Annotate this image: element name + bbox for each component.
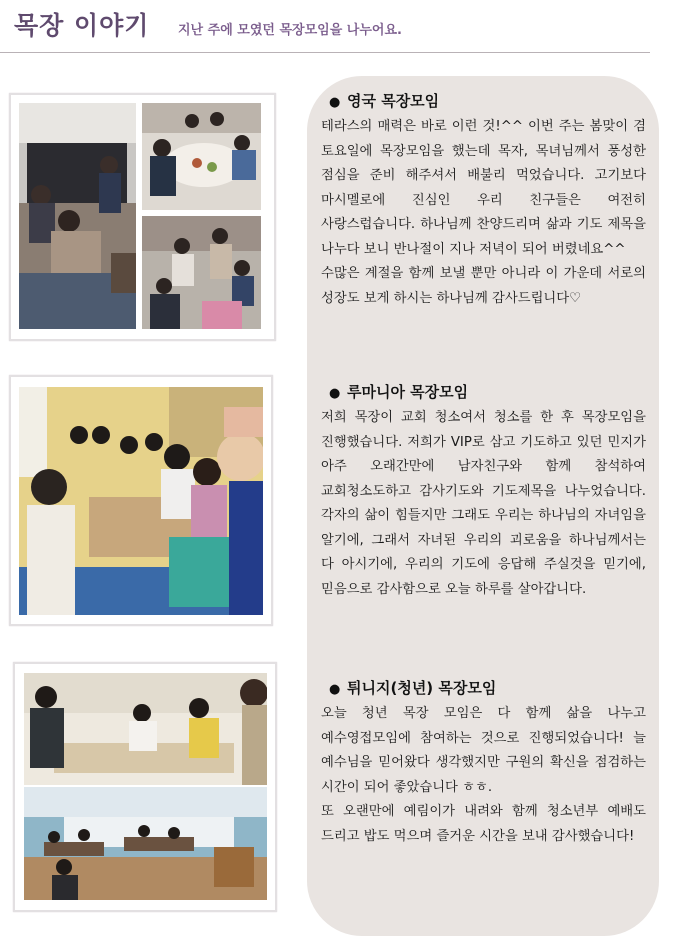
section-heading: [329, 677, 646, 698]
youth-worship-hall-photo: [24, 787, 267, 900]
youth-meeting-room-photo: [24, 673, 267, 785]
bullet-icon: ●: [329, 682, 341, 697]
page-subtitle: 지난 주에 모였던 목장모임을 나누어요.: [178, 23, 402, 38]
terrace-bbq-photo: [19, 103, 136, 329]
section-body: 테라스의 매력은 바로 이런 것!^^ 이번 주는 봄맞이 겸 토요일에 목장모임을 했는데 목자, 목녀님께서 풍성한 점심을 준비 해주셔서 배불리 먹었습니다. 고기보다 마시멜로에 진심인 우리 친구들은 여전히 사랑스럽습니다. 하나님께 찬양드리며 삶과 기도 제목을 나누다 보니 반나절이 지나 저녁이 되어 버렸네요^^ 수많은 계절을 함께 보낼 뿐만 아니라 이 가운데 서로의 성장도 보게 하시는 하나님께 감사드립니다♡: [321, 119, 646, 306]
section-england: [321, 90, 646, 311]
section-heading: [329, 90, 646, 111]
section-tunisia-youth: [321, 677, 646, 849]
section-title: 루마니아 목장모임: [347, 383, 469, 401]
photo-frame-england: [9, 93, 276, 341]
indoor-meal-photo: [142, 103, 261, 210]
photo-frame-romania: [9, 375, 273, 626]
section-heading: [329, 381, 646, 402]
bullet-icon: ●: [329, 95, 341, 110]
section-body: 오늘 청년 목장 모임은 다 함께 삶을 나누고 예수영접모임에 참여하는 것으로 진행되었습니다! 늘 예수님을 믿어왔다 생각했지만 구원의 확신을 점검하는 시간이 되어 좋았습니다 ㅎㅎ. 또 오랜만에 예림이가 내려와 함께 청소년부 예배도 드리고 밥도 먹으며 즐거운 시간을 보내 감사했습니다!: [321, 706, 646, 844]
photo-frame-tunisia: [13, 662, 277, 912]
section-title: 튀니지(청년) 목장모임: [347, 679, 497, 697]
section-title: 영국 목장모임: [347, 92, 440, 110]
kids-group-photo: [142, 216, 261, 329]
section-body: 저희 목장이 교회 청소여서 청소를 한 후 목장모임을 진행했습니다. 저희가 VIP로 삼고 기도하고 있던 민지가 아주 오래간만에 남자친구와 함께 참석하여 교회청소도하고 감사기도와 기도제목을 나누었습니다. 각자의 삶이 힘들지만 그래도 우리는 하나님의 자녀임을 알기에, 그래서 자녀된 우리의 괴로움을 하나님께서는 다 아시기에, 우리의 기도에 응답해 주실것을 믿기에, 믿음으로 감사함으로 오늘 하루를 살아갑니다.: [321, 410, 646, 597]
page-title: 목장 이야기: [14, 11, 150, 40]
section-romania: [321, 381, 646, 602]
romania-group-selfie-photo: [19, 387, 263, 615]
bullet-icon: ●: [329, 386, 341, 401]
header-divider: [0, 52, 650, 53]
